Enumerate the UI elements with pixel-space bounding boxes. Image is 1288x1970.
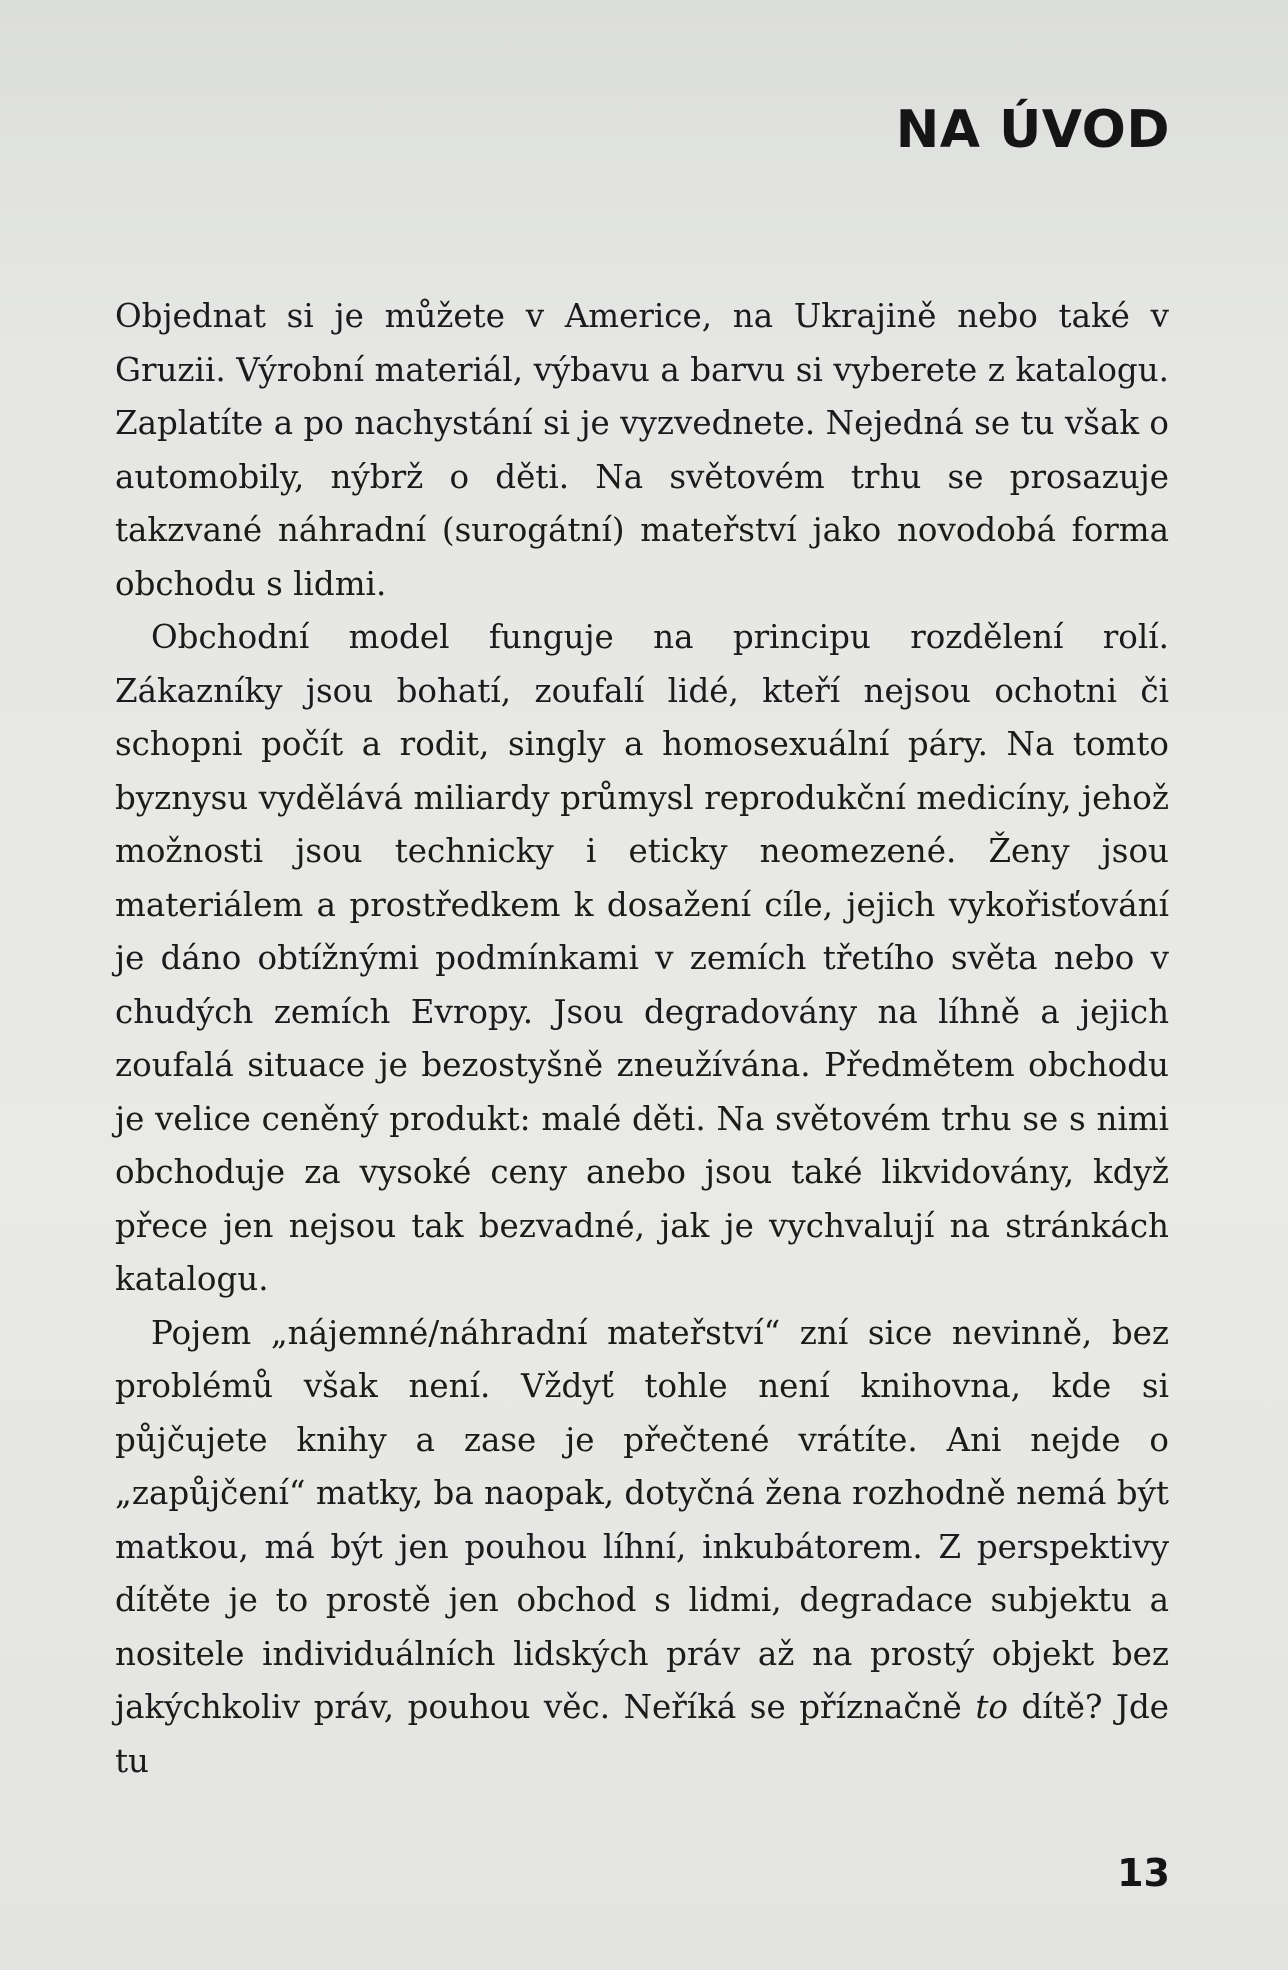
paragraph-3 (115, 1307, 1169, 1789)
paragraph-3-text-after: dítě? Jde tu (115, 1688, 1170, 1780)
paragraph-1: Objednat si je můžete v Americe, na Ukrajině nebo také v Gruzii. Výrobní materiál, výbavu a barvu si vyberete z katalogu. Zaplatíte a po nachystání si je vyzvednete. Nejedná se tu však o automobily, nýbrž o děti. Na světovém trhu se prosazuje takzvané náhradní (surogátní) mateřství jako novodobá forma obchodu s lidmi. (115, 297, 1169, 603)
page-number: 13 (1117, 1851, 1170, 1895)
paragraph-2: Obchodní model funguje na principu rozdělení rolí. Zákazníky jsou bohatí, zoufalí lidé, kteří nejsou ochotni či schopni počít a rodit, singly a homosexuální páry. Na tomto byznysu vydělává miliardy průmysl reprodukční medicíny, jehož možnosti jsou technicky i eticky neomezené. Ženy jsou materiálem a prostředkem k dosažení cíle, jejich vykořisťování je dáno obtížnými podmínkami v zemích třetího světa nebo v chudých zemích Evropy. Jsou degradovány na líhně a jejich zoufalá situace je bezostyšně zneužívána. Předmětem obchodu je velice ceněný produkt: malé děti. Na světovém trhu se s nimi obchoduje za vysoké ceny anebo jsou také likvidovány, když přece jen nejsou tak bezvadné, jak je vychvalují na stránkách katalogu. (115, 618, 1169, 1298)
body-text (115, 290, 1169, 1788)
paragraph-3-text-before: Pojem „nájemné/náhradní mateřství“ zní sice nevinně, bez problémů však není. Vždyť tohle není knihovna, kde si půjčujete knihy a zase je přečtené vrátíte. Ani nejde o „zapůjčení“ matky, ba naopak, dotyčná žena rozhodně nemá být matkou, má být jen pouhou líhní, inkubátorem. Z perspektivy dítěte je to prostě jen obchod s lidmi, degradace subjektu a nositele individuálních lidských práv až na prostý objekt bez jakýchkoliv práv, pouhou věc. Neříká se příznačně (115, 1313, 1169, 1726)
chapter-title: NA ÚVOD (895, 100, 1170, 160)
paragraph-3-italic-word: to (975, 1688, 1008, 1726)
